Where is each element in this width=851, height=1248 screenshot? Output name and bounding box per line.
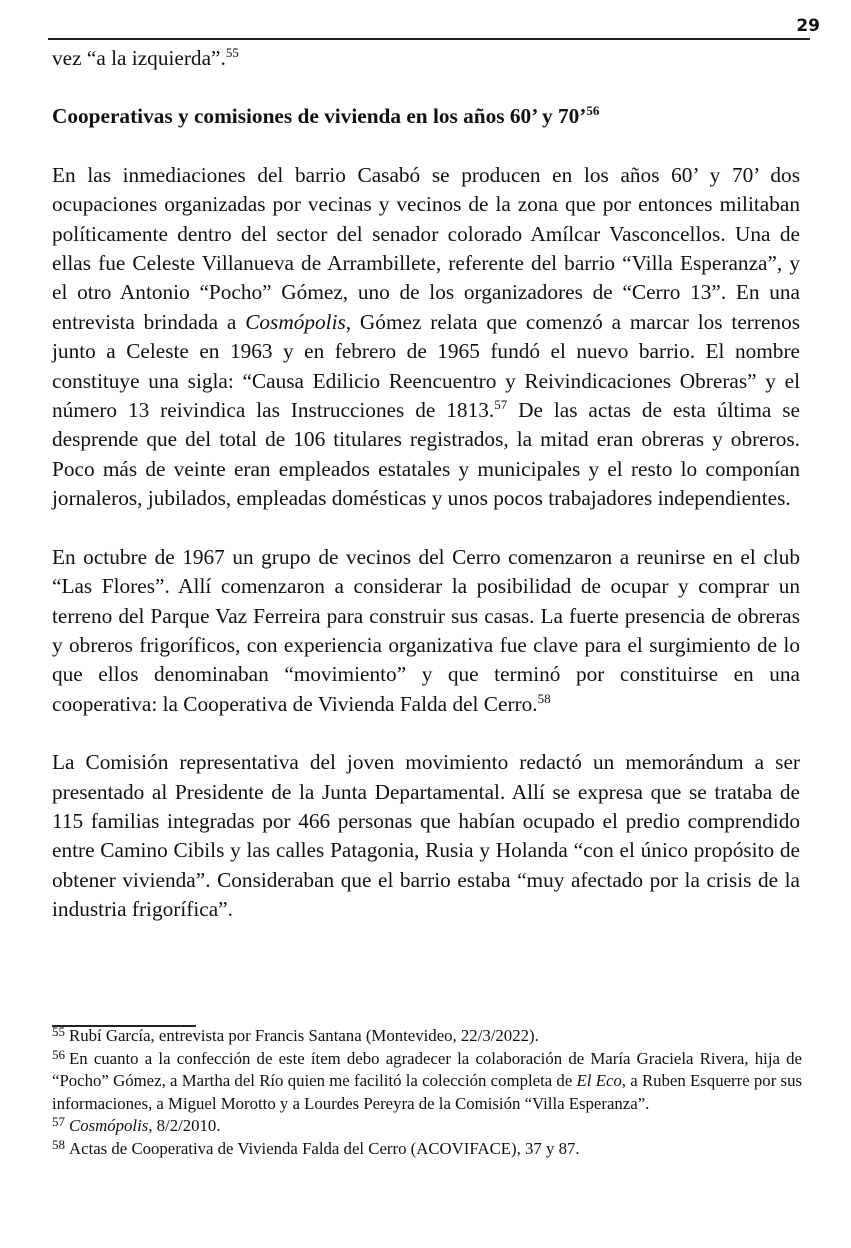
italic-title: Cosmópolis: [69, 1116, 149, 1136]
footnotes: [52, 1025, 802, 1161]
footnote-ref-58: 58: [537, 690, 551, 706]
footnote-number: 55: [52, 1024, 65, 1039]
header-rule: [48, 38, 810, 40]
footnote-ref-55: 55: [225, 45, 239, 60]
footnote-56: [52, 1048, 802, 1116]
footnote-text: , 8/2/2010.: [148, 1116, 221, 1136]
italic-title: El Eco: [576, 1071, 622, 1091]
italic-title: Cosmópolis: [245, 309, 346, 334]
body-text: [52, 44, 800, 925]
paragraph-text: , Gómez relata que comenzó a marcar los terrenos junto a Celeste en 1963 y en febrero de 1965 fundó el nuevo barrio. El nombre constituye una sigla: “Causa Edilicio Reencuentro y Reivindicaciones Obreras” y el número 13 reivindica las Instrucciones de 1813.: [52, 309, 801, 423]
footnote-58: [52, 1138, 802, 1161]
footnote-text: Actas de Cooperativa de Vivienda Falda del Cerro (ACOVIFACE), 37 y 87.: [69, 1138, 580, 1158]
footnote-text: Rubí García, entrevista por Francis Santana (Montevideo, 22/3/2022).: [69, 1026, 539, 1045]
section-heading: [52, 102, 800, 131]
paragraph-continuation: [52, 44, 800, 73]
paragraph-text: La Comisión representativa del joven movimiento redactó un memorándum a ser presentado al Presidente de la Junta Departamental. Allí se expresa que se trataba de 115 familias integradas por 466 personas que habían ocupado el predio comprendido entre Camino Cibils y las calles Patagonia, Rusia y Holanda “con el único propósito de obtener vivienda”. Consideraban que el barrio estaba “muy afectado por la crisis de la industria frigorífica”.: [52, 750, 800, 922]
footnote-number: 57: [52, 1114, 65, 1130]
footnote-ref-57: 57: [494, 397, 508, 413]
paragraph-2: [52, 543, 800, 719]
footnote-number: 56: [52, 1046, 65, 1062]
footnote-number: 58: [52, 1136, 65, 1152]
paragraph-text: De las actas de esta última se desprende que del total de 106 titulares registrados, la mitad eran obreras y obreros. Poco más de veinte eran empleados estatales y municipales y el resto lo componían jornaleros, jubilados, empleadas domésticas y unos pocos trabajadores independientes.: [52, 398, 800, 511]
footnote-text: En cuanto a la confección de este ítem debo agradecer la colaboración de María Graciela Rivera, hija de “Pocho” Gómez, a Martha del Río quien me facilitó la colección completa de: [52, 1048, 802, 1091]
footnote-55: [52, 1025, 802, 1048]
paragraph-text: vez “a la izquierda”.: [52, 46, 226, 70]
paragraph-text: En octubre de 1967 un grupo de vecinos del Cerro comenzaron a reunirse en el club “Las Flores”. Allí comenzaron a considerar la posibilidad de ocupar y comprar un terreno del Parque Vaz Ferreira para construir sus casas. La fuerte presencia de obreras y obreros frigoríficos, con experiencia organizativa fue clave para el surgimiento de lo que ellos denominaban “movimiento” y que terminó por constituirse en una cooperativa: la Cooperativa de Vivienda Falda del Cerro.: [52, 544, 800, 716]
paragraph-text: En las inmediaciones del barrio Casabó se producen en los años 60’ y 70’ dos ocupaciones organizadas por vecinas y vecinos de la zona que por entonces militaban políticamente dentro del sector del senador colorado Amílcar Vasconcellos. Una de ellas fue Celeste Villanueva de Arrambillete, referente del barrio “Villa Esperanza”, y el otro Antonio “Pocho” Gómez, uno de los organizadores de “Cerro 13”. En una entrevista brindada a: [52, 162, 800, 334]
page-number: 29: [796, 16, 820, 36]
footnote-ref-56: 56: [586, 103, 600, 119]
paragraph-3: [52, 748, 800, 924]
paragraph-1: [52, 161, 800, 514]
footnote-text: , a Ruben Esquerre por sus informaciones, a Miguel Morotto y a Lourdes Pereyra de la Comisión “Villa Esperanza”.: [52, 1071, 802, 1113]
footnote-57: [52, 1115, 802, 1138]
heading-text: Cooperativas y comisiones de vivienda en los años 60’ y 70’: [52, 104, 587, 129]
